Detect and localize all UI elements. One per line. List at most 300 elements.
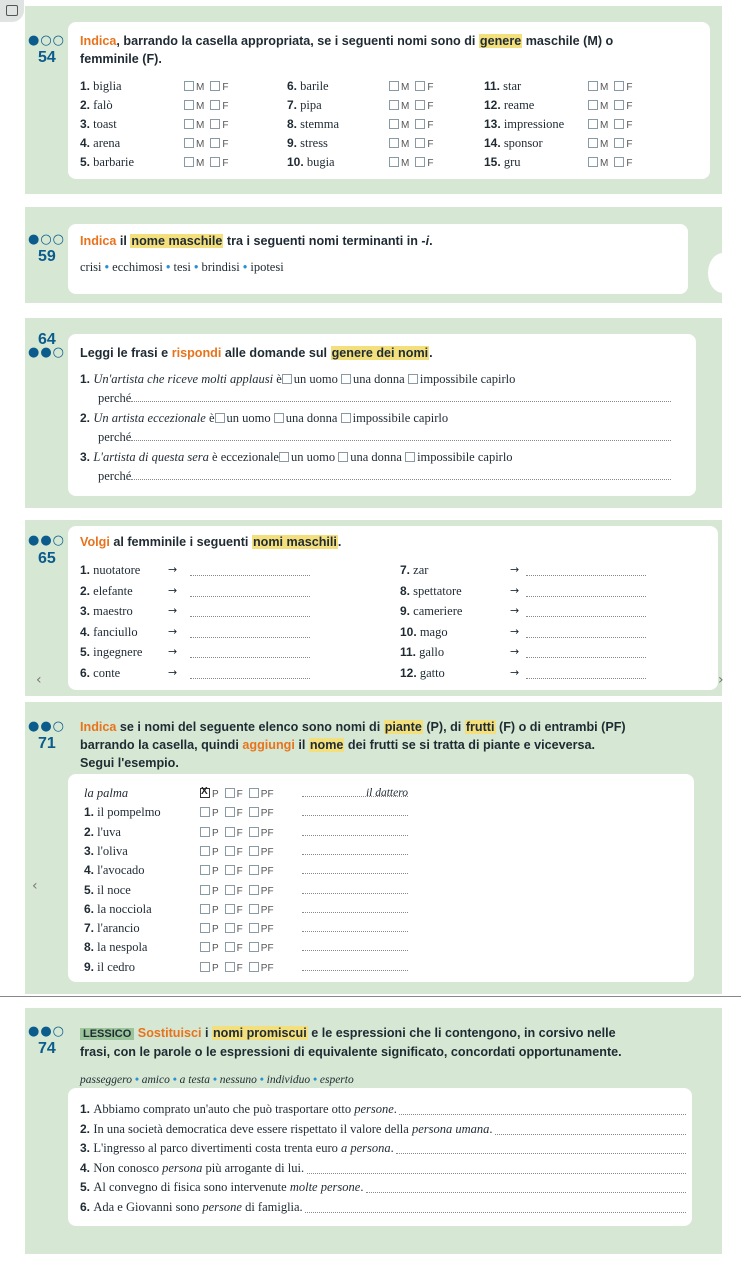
item-word: arena [90,136,121,150]
checkbox-f[interactable] [210,100,220,110]
checkbox-p[interactable] [200,846,210,856]
ex59-number: 59 [38,248,56,265]
separator: • [310,1074,320,1086]
ex74-word-list [80,1074,354,1086]
checkbox-f[interactable] [614,100,624,110]
item-word: l'arancio [94,921,140,936]
list-item [400,645,444,660]
list-item [84,960,135,975]
list-item [287,136,328,151]
list-item [80,136,120,151]
checkbox-pf[interactable] [249,788,259,798]
item-number: 3. [80,1141,94,1155]
lessico-tag: LESSICO [80,1028,134,1040]
checkbox-m[interactable] [184,157,194,167]
item-number: 14. [484,136,501,150]
list-item [84,902,152,917]
item-word: cameriere [410,604,463,618]
ex74-number: 74 [38,1040,56,1057]
answer-line[interactable] [526,607,646,617]
word: esperto [319,1074,354,1086]
checkbox-f[interactable] [225,807,235,817]
checkbox-f[interactable] [415,138,425,148]
item-word: la nocciola [94,901,152,916]
category-boxes [200,786,280,801]
ex59-word-list [80,260,284,275]
gender-boxes [389,117,439,132]
box-label-f: F [427,120,434,131]
answer-line[interactable] [302,961,408,971]
box-label-p: P [212,808,219,820]
checkbox-pf[interactable] [249,962,259,972]
answer-line[interactable] [396,1144,686,1154]
checkbox-m[interactable] [588,157,598,167]
item-word: gallo [416,645,445,659]
gender-boxes [588,98,638,113]
item-word: stemma [297,117,340,131]
item-number: 6. [84,901,95,916]
category-boxes [200,825,280,840]
box-label-m: M [401,158,410,169]
answer-line[interactable] [399,1105,686,1115]
sentence-text: di famiglia. [241,1199,303,1214]
sentence-italic: persone [354,1102,394,1116]
checkbox-m[interactable] [389,119,399,129]
answer-line[interactable] [526,587,646,597]
answer-line[interactable] [302,806,408,816]
ex65-level-dots: ●●○ [28,533,66,548]
checkbox-impossibile[interactable] [341,413,351,423]
divider [0,996,741,997]
box-label-p: P [212,827,219,839]
checkbox-p[interactable] [200,865,210,875]
checkbox-f[interactable] [225,923,235,933]
box-label-f: F [222,120,229,131]
checkbox-p[interactable] [200,885,210,895]
answer-line[interactable] [526,648,646,658]
lock-icon[interactable] [0,0,24,22]
category-boxes [200,805,280,820]
checkbox-f[interactable] [210,157,220,167]
box-label-p: P [212,846,219,858]
answer-line[interactable] [366,1183,686,1193]
box-label-f: F [222,158,229,169]
box-label-f: F [236,962,243,974]
gender-boxes [588,79,638,94]
checkbox-p[interactable] [200,827,210,837]
item-number: 11. [484,79,501,93]
gender-boxes [389,136,439,151]
item-number: 8. [84,940,95,955]
option-label: una donna [285,411,341,425]
item-number: 7. [84,921,95,936]
checkbox-p[interactable] [200,942,210,952]
item-number: 2. [80,1121,94,1136]
box-label-f: F [236,885,243,897]
box-label-f: F [236,943,243,955]
checkbox-m[interactable] [389,157,399,167]
checkbox-f[interactable] [614,138,624,148]
answer-line[interactable] [307,1164,686,1174]
item-number: 7. [400,563,411,577]
checkbox-f[interactable] [225,904,235,914]
checkbox-pf[interactable] [249,885,259,895]
option-label: una donna [350,450,406,464]
box-label-m: M [600,139,609,150]
category-boxes [200,940,280,955]
item-number: 2. [80,583,91,598]
answer-line[interactable] [302,903,408,913]
answer-line[interactable] [526,628,646,638]
item-number: 5. [80,1180,94,1194]
answer-line[interactable] [526,669,646,679]
box-label-m: M [196,82,205,93]
box-label-m: M [600,82,609,93]
item-word: impressione [500,117,565,131]
box-label-m: M [401,101,410,112]
item-number: 3. [80,117,91,131]
checkbox-p[interactable] [200,904,210,914]
checkbox-uomo[interactable] [282,374,292,384]
box-label-m: M [401,139,410,150]
item-word: stress [297,136,328,150]
arrow-icon: → [168,604,178,617]
item-word: l'avocado [94,863,145,878]
checkbox-m[interactable] [184,119,194,129]
arrow-icon: → [168,563,178,576]
sentence-row [80,1180,363,1195]
sentence-row [80,1102,397,1117]
item-word: gatto [416,665,445,680]
list-item [80,625,138,640]
checkbox-f[interactable] [210,81,220,91]
checkbox-pf[interactable] [249,807,259,817]
checkbox-donna[interactable] [341,374,351,384]
item-word: elefante [90,583,133,598]
box-label-p: P [212,943,219,955]
item-number: 9. [84,959,95,974]
box-label-m: M [401,82,410,93]
item-number: 8. [287,117,298,131]
checkbox-f[interactable] [225,788,235,798]
box-label-p: P [212,789,219,800]
category-boxes [200,902,280,917]
answer-line[interactable] [302,826,408,836]
answer-line[interactable] [131,431,671,441]
checkbox-m[interactable] [389,138,399,148]
gender-boxes [389,79,439,94]
sentence-italic: persona [162,1160,203,1175]
box-label-f: F [427,139,434,150]
checkbox-f[interactable] [415,157,425,167]
box-label-f: F [222,82,229,93]
item-number: 2. [80,411,94,425]
option-label: un uomo [226,411,274,425]
item-word: la nespola [94,940,148,955]
ex54-instruction: Indica, barrando la casella appropriata, se i seguenti nomi sono di genere maschile (M) o femminile (F). [80,34,614,66]
ex71-number: 71 [38,735,56,752]
item-word: pipa [297,98,322,112]
answer-line[interactable] [526,566,646,576]
ex59-instruction: Indica il nome maschile tra i seguenti nomi terminanti in -i. [80,234,433,248]
item-number: 15. [484,155,501,169]
answer-line[interactable]: il dattero [302,787,408,797]
list-item [400,604,462,619]
checkbox-m[interactable] [184,81,194,91]
list-item [484,98,534,113]
list-item [400,584,462,599]
checkbox-pf[interactable] [249,865,259,875]
gender-boxes [588,136,638,151]
prev-arrow-ex71[interactable]: ‹ [32,878,38,894]
category-boxes [200,883,280,898]
gender-boxes [588,117,638,132]
checkbox-f[interactable] [225,865,235,875]
answer-line[interactable] [190,566,310,576]
item-word: conte [90,665,121,680]
sentence-row [80,1122,493,1137]
box-label-f: F [236,827,243,839]
item-number: 5. [84,882,95,897]
box-label-f: F [626,82,633,93]
box-label-m: M [196,101,205,112]
ex65-instruction: Volgi al femminile i seguenti nomi maschili. [80,535,342,549]
box-label-f: F [236,808,243,820]
answer-line[interactable] [302,884,408,894]
checkbox-f[interactable] [614,81,624,91]
checkbox-m[interactable] [588,119,598,129]
list-item [80,155,134,170]
item-word: ingegnere [90,645,143,659]
checkbox-donna[interactable] [338,452,348,462]
checkbox-f[interactable] [225,846,235,856]
sentence-text: . [390,1141,394,1155]
sentence-text: Ada e Giovanni sono [93,1199,203,1214]
prev-page-arrow[interactable]: ‹ [36,672,42,688]
answer-line[interactable] [495,1125,686,1135]
checkbox-p[interactable] [200,788,210,798]
item-word: il pompelmo [94,805,161,820]
item-word: l'oliva [94,843,128,858]
item-number: 4. [84,863,95,878]
box-label-f: F [222,101,229,112]
checkbox-impossibile[interactable] [408,374,418,384]
list-item [80,666,120,681]
checkbox-m[interactable] [389,100,399,110]
item-number: 3. [80,450,94,464]
arrow-icon: → [168,624,178,638]
checkbox-pf[interactable] [249,923,259,933]
sentence-rest: è eccezionale [208,450,279,464]
separator: • [190,260,202,274]
word: a testa [179,1074,210,1086]
sentence-text: . [489,1121,493,1136]
item-word: gru [500,155,521,169]
checkbox-f[interactable] [415,81,425,91]
list-item [80,117,117,132]
checkbox-f[interactable] [614,119,624,129]
list-item [84,825,121,840]
word: nessuno [219,1074,257,1086]
answer-line[interactable] [190,648,310,658]
answer-line[interactable] [190,628,310,638]
list-item [400,625,448,640]
checkbox-f[interactable] [415,119,425,129]
checkbox-pf[interactable] [249,846,259,856]
item-number: 10. [287,155,304,169]
item-number: 4. [80,1160,94,1175]
checkbox-pf[interactable] [249,904,259,914]
item-word: spettatore [410,583,462,598]
checkbox-f[interactable] [210,138,220,148]
separator: • [210,1074,220,1086]
box-label-f: F [427,101,434,112]
gender-boxes [389,155,439,170]
separator: • [162,260,174,274]
ex59-side-tab [708,253,738,293]
perche-row [98,469,671,484]
arrow-icon: → [168,583,178,597]
checkbox-f[interactable] [415,100,425,110]
box-label-f: F [626,101,633,112]
checkbox-p[interactable] [200,962,210,972]
item-number: 2. [84,824,95,839]
checkbox-pf[interactable] [249,827,259,837]
box-label-pf: PF [260,962,274,974]
box-label-pf: PF [260,943,274,955]
box-label-pf: PF [260,789,274,800]
box-label-m: M [196,120,205,131]
question-row [80,411,448,426]
arrow-icon: → [168,665,178,679]
ex64-instruction: Leggi le frasi e rispondi alle domande sul genere dei nomi. [80,346,433,360]
checkbox-f[interactable] [614,157,624,167]
checkbox-f[interactable] [225,942,235,952]
item-word: zar [410,563,429,577]
sentence-italic: persone [202,1199,242,1214]
item-number: 5. [80,155,91,169]
arrow-icon: → [510,645,520,658]
checkbox-impossibile[interactable] [405,452,415,462]
box-label-pf: PF [260,904,274,916]
item-word: star [500,79,522,93]
list-item [80,584,133,599]
word: individuo [266,1074,311,1086]
item-number: 1. [80,1102,94,1116]
answer-line[interactable] [302,864,408,874]
question-row [80,372,515,387]
item-word: barbarie [90,155,135,169]
list-item [80,645,142,660]
sentence-text: più arrogante di lui. [202,1160,305,1175]
checkbox-p[interactable] [200,807,210,817]
checkbox-donna[interactable] [274,413,284,423]
answer-line[interactable] [131,392,671,402]
option-label: un uomo [290,450,339,464]
sentence-row [80,1200,303,1215]
checkbox-uomo[interactable] [279,452,289,462]
sentence-row [80,1141,394,1156]
word: passeggero [80,1074,132,1086]
box-label-p: P [212,866,219,878]
box-label-p: P [212,962,219,974]
perche-label: perché [98,391,132,405]
ex54-level-dots: ●○○ [28,33,66,48]
item-number: 4. [80,136,91,150]
list-item [484,155,520,170]
separator: • [169,1074,180,1086]
next-page-arrow[interactable]: › [718,672,724,688]
perche-label: perché [98,469,132,483]
checkbox-f[interactable] [225,827,235,837]
item-number: 8. [400,583,411,598]
checkbox-f[interactable] [210,119,220,129]
item-number: 6. [80,1199,94,1214]
box-label-pf: PF [260,866,274,878]
box-label-p: P [212,904,219,916]
answer-line[interactable] [302,941,408,951]
box-label-pf: PF [260,885,274,897]
checkbox-pf[interactable] [249,942,259,952]
checkbox-m[interactable] [184,138,194,148]
sentence-text: L'ingresso al parco divertimenti costa trenta euro [93,1141,341,1155]
gender-boxes [184,136,234,151]
answer-line[interactable] [190,607,310,617]
separator: • [131,1074,142,1086]
box-label-f: F [236,866,243,878]
sentence-text: Abbiamo comprato un'auto che può trasportare otto [93,1102,355,1116]
arrow-icon: → [168,645,178,658]
answer-line[interactable] [131,470,671,480]
checkbox-f[interactable] [225,962,235,972]
item-word: mago [416,624,448,639]
box-label-pf: PF [260,808,274,820]
checkbox-f[interactable] [225,885,235,895]
checkbox-m[interactable] [389,81,399,91]
item-number: 3. [84,843,95,858]
checkbox-m[interactable] [588,138,598,148]
answer-line[interactable] [302,922,408,932]
list-item [84,883,131,898]
box-label-p: P [212,924,219,936]
sentence-italic: a persona [341,1141,391,1155]
answer-line[interactable] [190,587,310,597]
checkbox-m[interactable] [588,81,598,91]
item-number: 4. [80,624,91,639]
example-row [84,786,128,801]
option-label: impossibile capirlo [352,411,449,425]
answer-line[interactable] [305,1203,686,1213]
answer-line[interactable] [190,669,310,679]
answer-line[interactable] [302,845,408,855]
list-item [287,117,339,132]
list-item [80,98,113,113]
ex74-instruction: LESSICO Sostituisci i nomi promiscui e le espressioni che li contengono, in corsivo nelle frasi, con le parole o le espressioni di equivalente significato, concordati opportunamente. [80,1026,622,1059]
arrow-icon: → [510,665,520,679]
box-label-m: M [600,158,609,169]
item-number: 7. [287,98,298,112]
checkbox-p[interactable] [200,923,210,933]
list-item [80,79,122,94]
item-number: 1. [80,79,91,93]
list-item [484,136,543,151]
checkbox-uomo[interactable] [215,413,225,423]
checkbox-m[interactable] [184,100,194,110]
sentence: Un artista eccezionale [93,411,206,425]
checkbox-m[interactable] [588,100,598,110]
question-row [80,450,513,465]
sentence-rest: è [273,372,282,386]
